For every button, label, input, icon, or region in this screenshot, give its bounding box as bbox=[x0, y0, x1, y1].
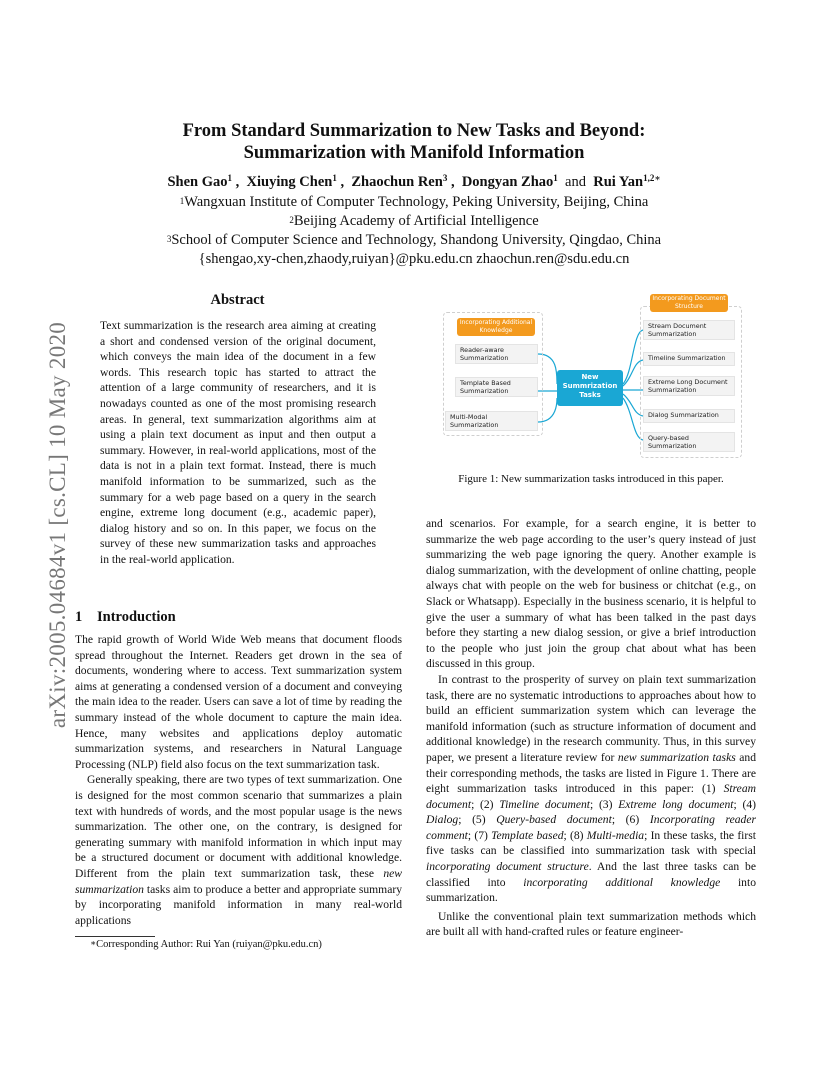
right-paragraph-2: In contrast to the prosperity of survey on plain text summarization task, there are no systematic introductions to approaches about how to build an efficient summarization system which can leverage the manifold information (such as structure information of document and additional knowledge) in the research community. Thus, in this survey paper, we present a literature review for new summarization tasks and their corresponding methods, the tasks are listed in Figure 1. There are eight summarization tasks introduced in this paper: (1) Stream document; (2) Timeline document; (3) Extreme long document; (4) Dialog; (5) Query-based document; (6) Incorporating reader comment; (7) Template based; (8) Multi-media; In these tasks, the first five tasks can be classified into summarization task with special incorporating document structure. And the last three tasks can be classified into incorporating additional knowledge into summarization. bbox=[426, 672, 757, 905]
right-paragraph-3: Unlike the conventional plain text summarization methods which are built all with hand-crafted rules or feature engineer- bbox=[426, 909, 756, 939]
author-emails: {shengao,xy-chen,zhaody,ruiyan}@pku.edu.cn zhaochun.ren@sdu.edu.cn bbox=[198, 251, 630, 267]
figure-caption: Figure 1: New summarization tasks introduced in this paper. bbox=[458, 473, 724, 485]
abstract-heading: Abstract bbox=[210, 292, 265, 308]
left-column-body bbox=[75, 632, 402, 928]
intro-paragraph-1: The rapid growth of World Wide Web means that document floods spread throughout the Internet. Readers get drown in the sea of documents, wondering where to access. Text summarization system aims at generating a condensed version of a document and conveying the main idea to the reader. Users can save a lot of time by reading the summary instead of the whole document to capture the main idea. Hence, many websites and applications deploy automatic summarization systems, and researchers in Natural Language Processing (NLP) field also focus on the text summarization task. bbox=[75, 633, 402, 771]
authors-and: and bbox=[565, 174, 586, 190]
title-line-2: Summarization with Manifold Information bbox=[243, 143, 585, 163]
title-line-1: From Standard Summarization to New Tasks and Beyond: bbox=[182, 121, 646, 141]
right-item-5: Query-based Summarization bbox=[643, 432, 735, 452]
figure-1-diagram bbox=[445, 292, 740, 450]
paper-title bbox=[0, 120, 828, 164]
section-title: Introduction bbox=[97, 609, 176, 625]
author-4: Dongyan Zhao$^1$ bbox=[461, 173, 558, 190]
right-paragraph-1: and scenarios. For example, for a search engine, it is better to summarize the web page according to the user’s query instead of just summarizing the web page ignoring the query. Another example is dialog summarization, with the development of online chatting, people always chat with people on the web for business or chitchat (e.g., on Slack or Whatsapp). Especially in the business scenario, it is helpful to give the user a summary of what has been talked in the past days before they starting a new dialog session, or give a brief introduction to the people who just join the group chat about what has been discussed in this group. bbox=[426, 517, 756, 671]
left-item-3: Multi-Modal Summarization bbox=[445, 411, 538, 431]
affiliation-3: $^3$School of Computer Science and Technology, Shandong University, Qingdao, China bbox=[166, 232, 662, 248]
left-item-1: Reader-aware Summarization bbox=[455, 344, 538, 364]
right-item-1: Stream Document Summarization bbox=[643, 320, 735, 340]
section-heading bbox=[75, 609, 176, 626]
center-node: New Summrization Tasks bbox=[557, 370, 623, 406]
right-column-body bbox=[426, 516, 756, 940]
author-list: Shen Gao$^1$ , Xiuying Chen$^1$ , Zhaochun Ren$^3$ , Dongyan Zhao$^1$ and Rui Yan$^{1,2∗}$ bbox=[167, 173, 661, 190]
author-3: Zhaochun Ren$^3$ bbox=[351, 173, 448, 190]
abstract-body: Text summarization is the research area aiming at creating a short and condensed version of the original document, which conveys the main idea of the document in a few words. This research topic has started to attract the attention of a large community of researchers, and it is nowadays counted as one of the most promising research areas. In general, text summarization algorithms aim at using a plain text document as input and then output a summary. However, in real-world applications, most of the data is not in a plain text format. Instead, there is much manifold information to be summarized, such as the summary for a web page based on a query in the search engine, extreme long document (e.g., academic paper), dialog history and so on. In this paper, we focus on the survey of these new summarization tasks and approaches in the real-world application. bbox=[100, 319, 376, 566]
right-item-2: Timeline Summarization bbox=[643, 352, 735, 366]
affiliation-2: $^2$Beijing Academy of Artificial Intelligence bbox=[289, 213, 539, 229]
right-item-3: Extreme Long Document Summarization bbox=[643, 376, 735, 396]
left-group-header: Incorporating Additional Knowledge bbox=[457, 318, 535, 336]
right-item-4: Dialog Summarization bbox=[643, 409, 735, 423]
affiliation-1: $^1$Wangxuan Institute of Computer Technology, Peking University, Beijing, China bbox=[179, 194, 649, 210]
arxiv-side-label: arXiv:2005.04684v1 [cs.CL] 10 May 2020 bbox=[45, 321, 70, 729]
section-number: 1 bbox=[75, 609, 83, 625]
left-item-2: Template Based Summarization bbox=[455, 377, 538, 397]
intro-paragraph-2: Generally speaking, there are two types of text summarization. One is designed for the most common scenario that summarizes a plain text with hundreds of words, and the most popular usage is the news summarization. The other one, on the contrary, is designed for generating summary with manifold information in which input may be a structured document or document with additional knowledge. Different from the plain text summarization task, these new summarization tasks aim to produce a better and appropriate summary by incorporating manifold information in many real-world applications bbox=[75, 773, 402, 927]
author-5: Rui Yan$^{1,2∗}$ bbox=[593, 173, 661, 190]
right-group-header: Incorporating Document Structure bbox=[650, 294, 728, 312]
author-1: Shen Gao$^1$ bbox=[167, 173, 233, 190]
footnote-rule bbox=[75, 936, 155, 937]
author-2: Xiuying Chen$^1$ bbox=[246, 173, 337, 190]
footnote: ∗Corresponding Author: Rui Yan (ruiyan@pku.edu.cn) bbox=[90, 938, 322, 950]
